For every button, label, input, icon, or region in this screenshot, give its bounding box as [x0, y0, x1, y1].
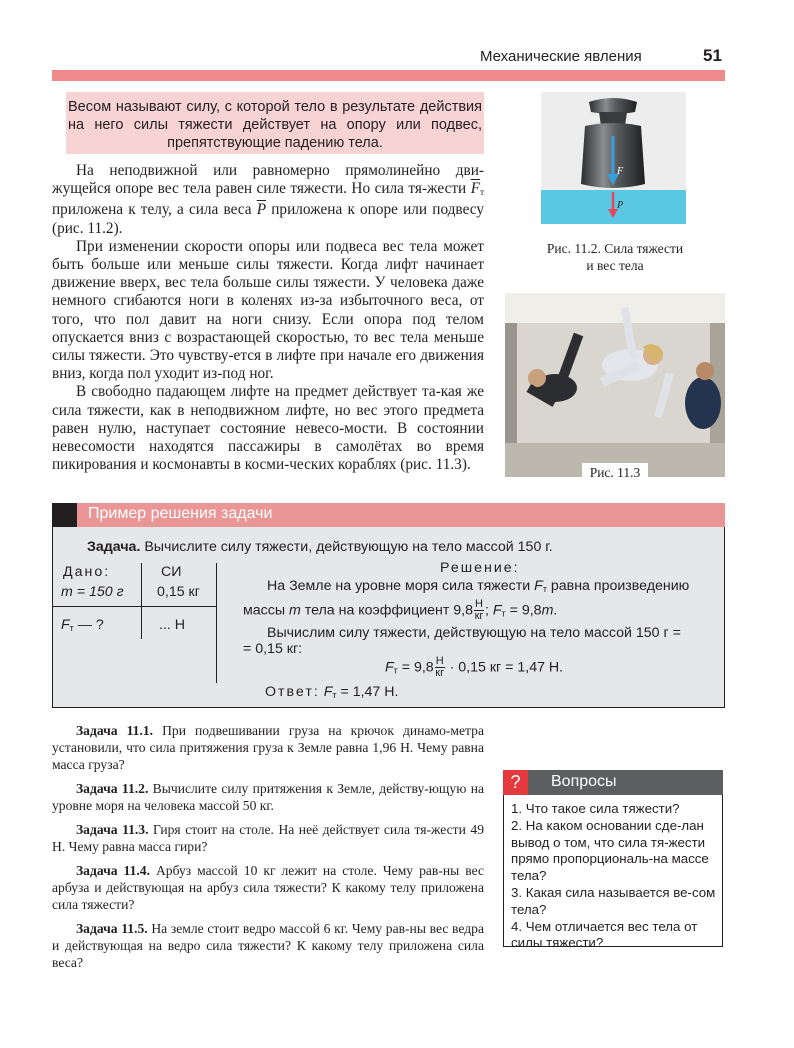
given-force: $F_т$ — ? [61, 617, 104, 633]
example-task: Задача. Вычислите силу тяжести, действующую на тело массой 150 г. [87, 539, 553, 555]
weight-on-support-figure [541, 92, 686, 224]
solution-line-2: массы m тела на коэффициент 9,8 $\frac{Н}{кг}$ ; $F_т = 9,8m$. [243, 598, 558, 622]
section-title: Механические явления [480, 48, 642, 65]
weight-illustration [541, 92, 686, 224]
header-bar [52, 70, 725, 81]
si-header: СИ [161, 564, 182, 580]
question-item: 3. Какая сила называется ве-сом тела? [511, 884, 716, 917]
example-header-marker [52, 503, 77, 527]
page-number: 51 [703, 46, 722, 65]
task-11-1: Задача 11.1. При подвешивании груза на крючок динамо-метра установили, что сила притяжения груза к Земле равна 1,96 Н. Чему равна масса груза? [52, 723, 484, 772]
solution-equation: $F_т = 9,8$ $\frac{Н}{кг}$ · 0,15 кг = 1,47 Н. [385, 655, 564, 679]
question-item: 2. На каком основании сде-лан вывод о том, что сила тя-жести прямо пропорциональ-на массе тела? [511, 817, 709, 884]
example-body [52, 527, 725, 708]
task-11-2: Задача 11.2. Вычислите силу притяжения к Земле, действу-ющую на уровне моря на человека массой 50 кг. [52, 781, 484, 813]
cabin-photo [505, 293, 725, 477]
si-force: ... Н [159, 617, 186, 633]
figure-11-3-caption: Рис. 11.3 [582, 463, 648, 483]
solution-header: Решение: [440, 560, 520, 576]
question-item: 1. Что такое сила тяжести? [511, 801, 680, 816]
solution-line-3: Вычислим силу тяжести, действующую на тело массой 150 г = [267, 625, 681, 641]
paragraph-3: В свободно падающем лифте на предмет действует та-кая же сила тяжести, как в неподвижном лифте, но вес этого предмета равен нулю, наступает состояние невесо-мости. В состоянии невесомости находятся пассажиры в самолётах во время пикирования и космонавты в косми-ческих кораблях (рис. 11.3). [52, 383, 484, 474]
task-11-4: Задача 11.4. Арбуз массой 10 кг лежит на столе. Чему рав-ны вес арбуза и действующая на арбуз сила тяжести? К какому телу приложена сила тяжести? [52, 863, 484, 912]
solution-line-1: На Земле на уровне моря сила тяжести $F_т$ равна произведению [267, 578, 690, 594]
solution-line-4: = 0,15 кг: [243, 641, 303, 657]
si-mass: 0,15 кг [157, 584, 200, 600]
task-11-5: Задача 11.5. На земле стоит ведро массой 6 кг. Чему рав-ны вес ведра и действующая на ведро сила тяжести? К какому телу приложена сила веса? [52, 921, 484, 970]
body-text [52, 162, 484, 474]
given-mass: m = 150 г [61, 584, 124, 600]
definition-text: Весом называют силу, с которой тело в результате действия на него силы тяжести действует на опору или подвес, препятствующие падению тела. [68, 99, 482, 151]
force-f-label: F [617, 166, 624, 177]
given-header: Дано: [63, 564, 111, 580]
questions-box [503, 795, 723, 951]
given-separator [53, 606, 217, 607]
questions-title: Вопросы [551, 773, 617, 790]
definition-box [66, 92, 484, 154]
given-divider [141, 563, 142, 639]
weightlessness-photo [505, 293, 725, 477]
solution-answer: Ответ: $F_т = 1,47$ Н. [265, 684, 399, 700]
example-title: Пример решения задачи [88, 505, 273, 522]
question-item: 4. Чем отличается вес тела от силы тяжести? [511, 918, 698, 951]
questions-list [511, 801, 717, 952]
question-mark-icon: ? [503, 770, 528, 795]
figure-11-2-caption: Рис. 11.2. Сила тяжести и вес тела [546, 241, 684, 273]
paragraph-1: На неподвижной или равномерно прямолинейно дви-жущейся опоре вес тела равен силе тяжести. Но сила тя-жести $\overline{F}_т$ приложена к телу, а сила веса $\overline{P}$ приложена к опоре или подвесу (рис. 11.2). [52, 162, 484, 237]
task-11-3: Задача 11.3. Гиря стоит на столе. На неё действует сила тя-жести 49 Н. Чему равна масса гири? [52, 822, 484, 854]
paragraph-2: При изменении скорости опоры или подвеса вес тела может быть больше или меньше силы тяжести. Когда лифт начинает движение вверх, вес тела больше силы тяжести. У человека даже немного сгибаются ноги в коленях из-за избыточного веса, от того, что пол давит на ноги снизу. Если опора под телом опускается вниз с возрастающей скоростью, то вес тела меньше силы тяжести. Это чувству-ется в лифте при начале его движения вниз, когда пол уходит из-под ног. [52, 237, 484, 383]
force-p-label: P [617, 200, 624, 211]
given-solution-divider [216, 563, 217, 683]
